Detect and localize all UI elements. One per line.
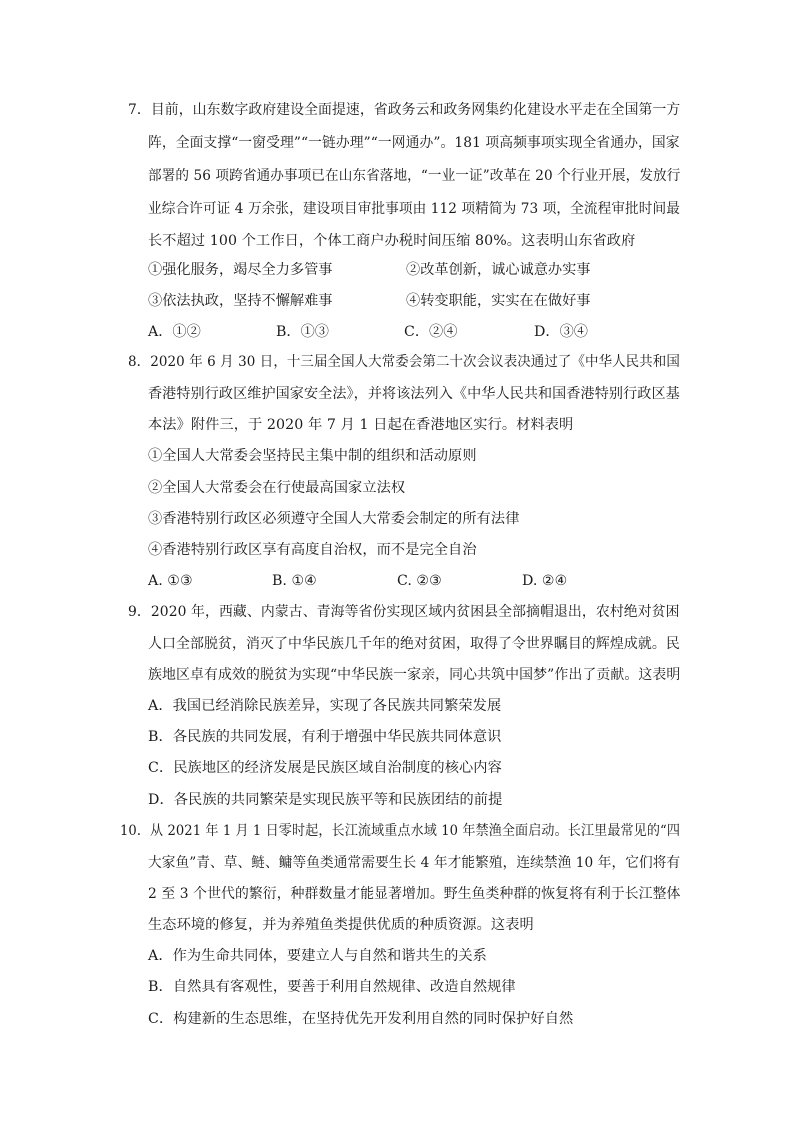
q7-stem-line-4: 业综合许可证 4 万余张，建设项目审批事项由 112 项精简为 73 项，全流程审批时间最 (148, 201, 680, 217)
q7-stem-line-2: 阵，全面支撑“一窗受理”“一链办理”“一网通办”。181 项高频事项实现全省通办，国家 (148, 135, 680, 151)
q9-option-a: A．我国已经消除民族差异，实现了各民族共同繁荣发展 (148, 698, 502, 714)
q10-option-b: B．自然具有客观性，要善于利用自然规律、改造自然规律 (148, 979, 516, 995)
q8-stem-line-1: 8．2020 年 6 月 30 日，十三届全国人大常委会第二十次会议表决通过了《中华人民共和国 (128, 354, 680, 370)
q9-option-d: D．各民族的共同繁荣是实现民族平等和民族团结的前提 (148, 792, 503, 808)
q8-option-b: B. ①④ (272, 573, 317, 589)
q7-statement-4: ④转变职能，实实在在做好事 (406, 293, 591, 309)
q7-statement-1: ①强化服务，竭尽全力多管事 (148, 262, 333, 278)
q8-option-a: A. ①③ (148, 573, 193, 589)
q7-stem-line-3: 部署的 56 项跨省通办事项已在山东省落地，“一业一证”改革在 20 个行业开展，发放行 (148, 168, 681, 184)
q8-stem-line-3: 本法》附件三，于 2020 年 7 月 1 日起在香港地区实行。材料表明 (148, 417, 574, 433)
q7-option-c: C．②④ (404, 324, 458, 340)
q7-stem-line-1: 7．目前，山东数字政府建设全面提速，省政务云和政务网集约化建设水平走在全国第一方 (128, 102, 681, 118)
q9-stem-line-1: 9．2020 年，西藏、内蒙古、青海等省份实现区域内贫困县全部摘帽退出，农村绝对贫困 (128, 604, 680, 620)
q9-stem-line-2: 人口全部脱贫，消灭了中华民族几千年的绝对贫困，取得了令世界瞩目的辉煌成就。民 (148, 636, 680, 652)
q10-option-a: A．作为生命共同体，要建立人与自然和谐共生的关系 (148, 948, 487, 964)
q8-statement-2: ②全国人大常委会在行使最高国家立法权 (148, 480, 406, 496)
q8-stem-line-2: 香港特别行政区维护国家安全法》，并将该法列入《中华人民共和国香港特别行政区基 (148, 386, 680, 402)
q7-statement-3: ③依法执政，坚持不懈解难事 (148, 293, 333, 309)
q8-statement-4: ④香港特别行政区享有高度自治权，而不是完全自治 (148, 542, 477, 558)
q8-option-c: C. ②③ (397, 573, 442, 589)
q7-statement-2: ②改革创新，诚心诚意办实事 (406, 262, 591, 278)
q10-stem-line-3: 2 至 3 个世代的繁衍，种群数量才能显著增加。野生鱼类种群的恢复将有利于长江整体 (148, 886, 681, 902)
q7-option-d: D．③④ (534, 324, 588, 340)
q9-option-b: B．各民族的共同发展，有利于增强中华民族共同体意识 (148, 729, 502, 745)
q9-stem-line-3: 族地区卓有成效的脱贫为实现“中华民族一家亲，同心共筑中国梦”作出了贡献。这表明 (148, 667, 681, 683)
q9-option-c: C．民族地区的经济发展是民族区域自治制度的核心内容 (148, 760, 502, 776)
q10-option-c: C．构建新的生态思维，在坚持优先开发利用自然的同时保护好自然 (148, 1011, 574, 1027)
q10-stem-line-2: 大家鱼”青、草、鲢、鳙等鱼类通常需要生长 4 年才能繁殖，连续禁渔 10 年，它们将有 (148, 855, 681, 871)
q7-option-b: B．①③ (276, 324, 329, 340)
q10-stem-line-4: 生态环境的修复，并为养殖鱼类提供优质的种质资源。这表明 (148, 917, 534, 933)
q8-option-d: D. ②④ (522, 573, 568, 589)
q8-statement-3: ③香港特别行政区必须遵守全国人大常委会制定的所有法律 (148, 511, 520, 527)
q7-statement-row-1 (148, 260, 648, 280)
q8-statement-1: ①全国人大常委会坚持民主集中制的组织和活动原则 (148, 448, 477, 464)
q10-stem-line-1: 10．从 2021 年 1 月 1 日零时起，长江流域重点水域 10 年禁渔全面启动。长江里最常见的“四 (120, 823, 681, 839)
q7-stem-line-5: 长不超过 100 个工作日，个体工商户办税时间压缩 80%。这表明山东省政府 (148, 233, 636, 249)
q7-option-a: A．①② (148, 324, 201, 340)
q7-statement-row-2 (148, 291, 648, 311)
q8-options-row (148, 571, 648, 591)
q7-options-row (148, 322, 648, 342)
